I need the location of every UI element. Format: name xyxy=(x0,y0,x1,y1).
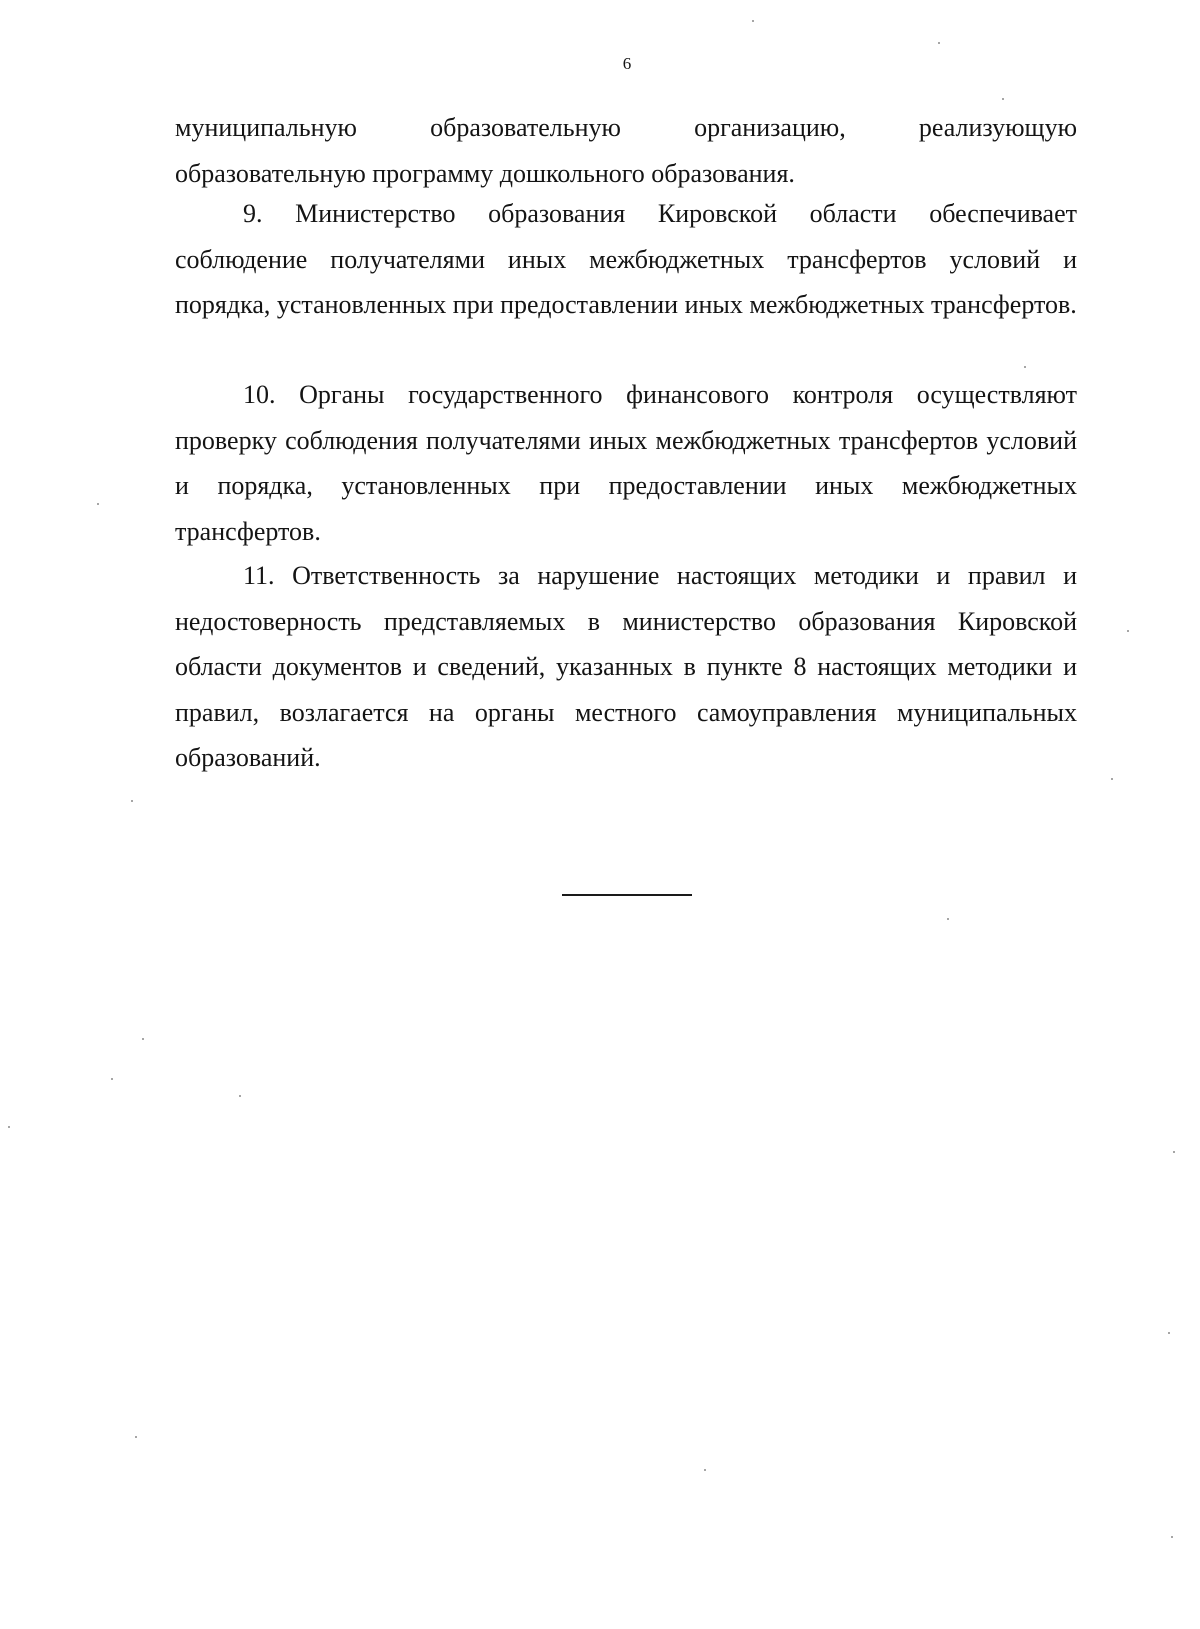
scan-speck xyxy=(1168,1332,1170,1334)
scan-speck xyxy=(752,20,754,22)
scan-speck xyxy=(1111,778,1113,780)
clause-9-paragraph: 9. Министерство образования Кировской области обеспечивает соблюдение получателями иных межбюджетных трансфертов условий и порядка, установленных при предоставлении иных межбюджетных трансфертов. xyxy=(175,199,1077,319)
scan-speck xyxy=(8,1126,10,1128)
scan-speck xyxy=(111,1078,113,1080)
scan-speck xyxy=(97,503,99,505)
scan-speck xyxy=(938,42,940,44)
scan-speck xyxy=(1127,630,1129,632)
scan-speck xyxy=(947,918,949,920)
page-number: 6 xyxy=(622,54,632,73)
continued-paragraph xyxy=(175,105,1077,196)
scan-speck xyxy=(1002,98,1004,100)
scan-speck xyxy=(135,1436,137,1438)
scan-speck xyxy=(704,1469,706,1471)
clause-10-paragraph: 10. Органы государственного финансового контроля осуществляют проверку соблюдения получателями иных межбюджетных трансфертов условий и порядка, установленных при предоставлении иных межбюджетных трансфертов. xyxy=(175,380,1077,546)
continued-paragraph-line-2: образовательную программу дошкольного образования. xyxy=(175,158,795,188)
clause-11-paragraph: 11. Ответственность за нарушение настоящих методики и правил и недостоверность представляемых в министерство образования Кировской области документов и сведений, указанных в пункте 8 настоящих методики и правил, возлагается на органы местного самоуправления муниципальных образований. xyxy=(175,561,1077,772)
scan-speck xyxy=(131,800,133,802)
scan-speck xyxy=(1024,366,1026,368)
scan-speck xyxy=(1171,1536,1173,1538)
scan-speck xyxy=(239,1095,241,1097)
closing-rule xyxy=(562,894,692,896)
scan-speck xyxy=(142,1038,144,1040)
scan-speck xyxy=(1173,1151,1175,1153)
continued-paragraph-line-1: муниципальную образовательную организацию, реализующую xyxy=(175,113,1077,142)
